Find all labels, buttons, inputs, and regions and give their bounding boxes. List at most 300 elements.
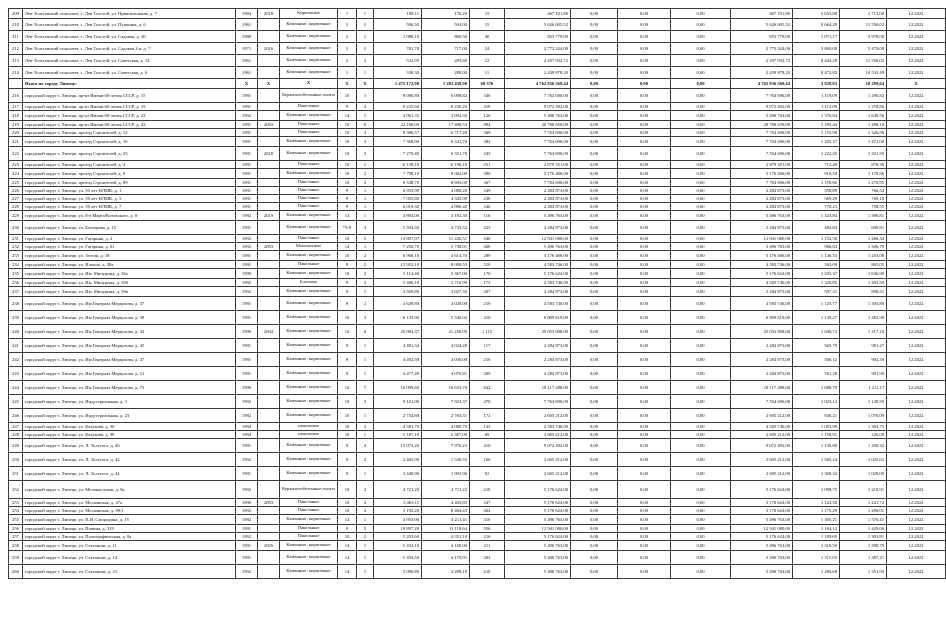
year-renovated-cell: [258, 195, 280, 203]
year-renovated-cell: [258, 339, 280, 353]
address-cell: городской округ г. Липецк, проезд Строителей, д. 16: [23, 137, 236, 147]
wall-material-cell: Панельные: [280, 187, 338, 195]
fund-a-cell: 0,00: [571, 453, 618, 467]
residents-cell: 170: [470, 269, 505, 279]
year-built-cell: 1991: [236, 551, 258, 565]
fund-c-cell: 0,00: [671, 235, 731, 243]
fund-a-cell: 0,00: [571, 19, 618, 31]
year-renovated-cell: 2003: [258, 499, 280, 507]
completion-date-cell: 12.2022: [887, 43, 946, 55]
year-renovated-cell: [258, 565, 280, 579]
total-cost-cell: 7 764 696,00: [505, 129, 571, 137]
entrances-cell: 2: [357, 251, 374, 261]
entrances-cell: 3: [357, 311, 374, 325]
row-number-cell: 260: [9, 565, 23, 579]
residents-cell: 24: [470, 43, 505, 55]
owner-funds-cell: 5 496 763,00: [731, 551, 793, 565]
entrances-cell: 1: [357, 9, 374, 19]
wall-material-cell: Каменные, кирпичные: [280, 287, 338, 297]
address-cell: городской округ г. Липецк, ул. Им.Генерала Меркулова, д. 47: [23, 353, 236, 367]
total-area-cell: 6 133,90: [374, 311, 422, 325]
year-built-cell: 1991: [236, 261, 258, 269]
floors-cell: *5-9: [338, 221, 357, 235]
unit-limit-cell: 1 241,72: [840, 499, 887, 507]
floors-cell: 9: [338, 339, 357, 353]
address-cell: городской округ г. Липецк, ул. П.И. Смородина, д. 15: [23, 515, 236, 525]
unit-cost-cell: 1 368,32: [793, 467, 840, 481]
table-row: [9, 19, 946, 31]
row-number-cell: 251: [9, 467, 23, 481]
total-row: [9, 79, 946, 89]
living-area-cell: 4 298,10: [422, 565, 470, 579]
fund-b-cell: 0,00: [618, 161, 671, 169]
floors-cell: 2: [338, 43, 357, 55]
entrances-cell: 2: [357, 269, 374, 279]
residents-cell: 410: [470, 439, 505, 453]
fund-a-cell: 0,00: [571, 79, 618, 89]
wall-material-cell: Каменные, кирпичные: [280, 515, 338, 525]
table-row: [9, 381, 946, 395]
fund-c-cell: 0,00: [671, 121, 731, 129]
entrances-cell: 5: [357, 235, 374, 243]
total-area-cell: 9 225,60: [374, 103, 422, 111]
table-row: [9, 235, 946, 243]
unit-limit-cell: 1 296,82: [840, 89, 887, 103]
residents-cell: 268: [470, 243, 505, 251]
completion-date-cell: 12.2022: [887, 287, 946, 297]
table-row: [9, 147, 946, 161]
fund-a-cell: 0,00: [571, 137, 618, 147]
year-built-cell: 1980: [236, 31, 258, 43]
total-cost-cell: 5 496 763,00: [505, 551, 571, 565]
residents-cell: 510: [470, 261, 505, 269]
residents-cell: 69: [470, 431, 505, 439]
fund-b-cell: 0,00: [618, 121, 671, 129]
floors-cell: 10: [338, 269, 357, 279]
unit-cost-cell: 9 664,29: [793, 19, 840, 31]
address-cell: Лев-Толстовский сельсовет, с. Лев Толстой, ул. Садовая 2-я, д. 7: [23, 43, 236, 55]
unit-limit-cell: 1 351,93: [840, 565, 887, 579]
row-number-cell: 238: [9, 297, 23, 311]
floors-cell: 14: [338, 111, 357, 121]
residents-cell: 289: [470, 251, 505, 261]
owner-funds-cell: 4 583 746,00: [731, 423, 793, 431]
completion-date-cell: X: [887, 79, 946, 89]
unit-limit-cell: 1 298,32: [840, 439, 887, 453]
residents-cell: 175: [470, 279, 505, 287]
wall-material-cell: Каменные, кирпичные: [280, 409, 338, 423]
fund-a-cell: 0,00: [571, 565, 618, 579]
floors-cell: 14: [338, 243, 357, 251]
year-built-cell: 1991: [236, 187, 258, 195]
address-cell: городской округ г. Липецк, пр-кт Имени 60-летия СССР, д. 23: [23, 111, 236, 121]
total-cost-cell: 467 101,80: [505, 9, 571, 19]
completion-date-cell: 12.2022: [887, 221, 946, 235]
unit-cost-cell: 563,09: [793, 261, 840, 269]
unit-cost-cell: 1 315,05: [793, 551, 840, 565]
total-cost-cell: 5 176 624,00: [505, 533, 571, 541]
owner-funds-cell: 4 762 836 569,44: [731, 79, 793, 89]
unit-limit-cell: 981,47: [840, 339, 887, 353]
residents-cell: 211: [470, 541, 505, 551]
total-area-cell: 4 481,34: [374, 339, 422, 353]
fund-a-cell: 0,00: [571, 409, 618, 423]
row-number-cell: 230: [9, 221, 23, 235]
unit-cost-cell: 3 928,83: [793, 79, 840, 89]
residents-cell: 117: [470, 339, 505, 353]
completion-date-cell: 12.2022: [887, 423, 946, 431]
fund-a-cell: 0,00: [571, 67, 618, 79]
year-renovated-cell: [258, 169, 280, 179]
residents-cell: 251: [470, 161, 505, 169]
address-cell: городской округ г. Липецк, проезд Строителей, д. 8: [23, 169, 236, 179]
owner-funds-cell: 2 605 212,00: [731, 453, 793, 467]
unit-limit-cell: 1 289,10: [840, 121, 887, 129]
year-renovated-cell: [258, 19, 280, 31]
entrances-cell: 2: [357, 279, 374, 287]
owner-funds-cell: 2 284 873,00: [731, 353, 793, 367]
completion-date-cell: 12.2022: [887, 103, 946, 111]
entrances-cell: 8: [357, 325, 374, 339]
wall-material-cell: Каменные, кирпичные: [280, 353, 338, 367]
living-area-cell: 8 062,00: [422, 169, 470, 179]
unit-cost-cell: 712,48: [793, 161, 840, 169]
wall-material-cell: Керамзитобетонные плиты: [280, 89, 338, 103]
fund-c-cell: 0,00: [671, 287, 731, 297]
year-built-cell: 1992: [236, 111, 258, 121]
entrances-cell: 1: [357, 243, 374, 251]
fund-b-cell: 0,00: [618, 137, 671, 147]
row-number-cell: 240: [9, 325, 23, 339]
completion-date-cell: 12.2022: [887, 541, 946, 551]
fund-c-cell: 0,00: [671, 431, 731, 439]
owner-funds-cell: 2 284 873,00: [731, 203, 793, 211]
row-number-cell: 233: [9, 251, 23, 261]
entrances-cell: 2: [357, 507, 374, 515]
entrances-cell: 1: [357, 353, 374, 367]
completion-date-cell: 12.2022: [887, 243, 946, 251]
owner-funds-cell: 9 072 492,00: [731, 439, 793, 453]
total-area-cell: 2 440,90: [374, 467, 422, 481]
table-row: [9, 525, 946, 533]
row-number-cell: 232: [9, 243, 23, 251]
fund-c-cell: 0,00: [671, 453, 731, 467]
year-built-cell: 1991: [236, 195, 258, 203]
address-cell: Лев-Толстовский сельсовет, с. Лев Толстой, ул. Советская, д. 14: [23, 55, 236, 67]
owner-funds-cell: 2 284 873,00: [731, 339, 793, 353]
fund-a-cell: 0,00: [571, 311, 618, 325]
table-row: [9, 541, 946, 551]
row-number-cell: 239: [9, 311, 23, 325]
unit-cost-cell: 1 503,37: [793, 269, 840, 279]
year-built-cell: 1961: [236, 55, 258, 67]
total-area-cell: 5 192,20: [374, 507, 422, 515]
year-renovated-cell: [258, 55, 280, 67]
table-row: [9, 31, 946, 43]
unit-limit-cell: 1 398,79: [840, 541, 887, 551]
fund-c-cell: 0,00: [671, 269, 731, 279]
fund-c-cell: 0,00: [671, 187, 731, 195]
total-cost-cell: 9 072 492,00: [505, 103, 571, 111]
wall-material-cell: Каменные, кирпичные: [280, 439, 338, 453]
owner-funds-cell: 5 496 763,00: [731, 211, 793, 221]
floors-cell: 10: [338, 251, 357, 261]
address-cell: Итого по городу Липецк:: [23, 79, 236, 89]
owner-funds-cell: 2 605 212,00: [731, 467, 793, 481]
owner-funds-cell: 7 764 696,00: [731, 137, 793, 147]
row-number-cell: 210: [9, 19, 23, 31]
row-number-cell: [9, 79, 23, 89]
fund-a-cell: 0,00: [571, 481, 618, 499]
fund-b-cell: 0,00: [618, 481, 671, 499]
fund-c-cell: 0,00: [671, 19, 731, 31]
living-area-cell: 4 028,00: [422, 297, 470, 311]
living-area-cell: 8 693,00: [422, 179, 470, 187]
owner-funds-cell: 5 496 763,00: [731, 515, 793, 525]
wall-material-cell: Каменные, кирпичные: [280, 169, 338, 179]
fund-b-cell: 0,00: [618, 89, 671, 103]
living-area-cell: 4 080,70: [422, 423, 470, 431]
unit-limit-cell: 1 211,17: [840, 381, 887, 395]
fund-a-cell: 0,00: [571, 161, 618, 169]
entrances-cell: 1: [357, 431, 374, 439]
total-area-cell: 5 486,10: [374, 279, 422, 287]
address-cell: городской округ г. Липецк, ул. Им. Мичурина, д. 39в: [23, 287, 236, 297]
wall-material-cell: Панельные: [280, 129, 338, 137]
row-number-cell: 245: [9, 395, 23, 409]
row-number-cell: 236: [9, 279, 23, 287]
residents-cell: 390: [470, 169, 505, 179]
row-number-cell: 214: [9, 67, 23, 79]
living-area-cell: 4 711,22: [422, 481, 470, 499]
unit-cost-cell: 1 136,80: [793, 439, 840, 453]
living-area-cell: 3 367,00: [422, 269, 470, 279]
unit-limit-cell: 1 219,91: [840, 481, 887, 499]
completion-date-cell: 12.2022: [887, 235, 946, 243]
floors-cell: 10: [338, 533, 357, 541]
fund-a-cell: 0,00: [571, 187, 618, 195]
unit-limit-cell: 1 217,18: [840, 325, 887, 339]
fund-a-cell: 0,00: [571, 261, 618, 269]
completion-date-cell: 12.2022: [887, 9, 946, 19]
fund-a-cell: 0,00: [571, 353, 618, 367]
living-area-cell: 4 192,30: [422, 211, 470, 221]
fund-c-cell: 0,00: [671, 551, 731, 565]
floors-cell: 9: [338, 103, 357, 111]
floors-cell: 14: [338, 565, 357, 579]
unit-cost-cell: 569,29: [793, 195, 840, 203]
unit-cost-cell: 8 472,83: [793, 67, 840, 79]
address-cell: городской округ г. Липецк, ул. Им.Генерала Меркулова, д. 38: [23, 311, 236, 325]
unit-limit-cell: 1 298,01: [840, 507, 887, 515]
residents-cell: 384: [470, 137, 505, 147]
total-cost-cell: 5 176 624,00: [505, 481, 571, 499]
year-renovated-cell: [258, 251, 280, 261]
fund-b-cell: 0,00: [618, 129, 671, 137]
wall-material-cell: Каменные, кирпичные: [280, 251, 338, 261]
residents-cell: 340: [470, 235, 505, 243]
row-number-cell: 248: [9, 431, 23, 439]
fund-b-cell: 0,00: [618, 169, 671, 179]
floors-cell: 2: [338, 31, 357, 43]
owner-funds-cell: 7 764 696,00: [731, 179, 793, 187]
fund-b-cell: 0,00: [618, 179, 671, 187]
row-number-cell: 246: [9, 409, 23, 423]
row-number-cell: 223: [9, 161, 23, 169]
unit-limit-cell: 1 305,80: [840, 297, 887, 311]
table-row: [9, 423, 946, 431]
entrances-cell: 1: [357, 31, 374, 43]
fund-c-cell: 0,00: [671, 251, 731, 261]
wall-material-cell: Каменные, кирпичные: [280, 381, 338, 395]
address-cell: городской округ г. Липецк, ул. Им.Генерала Меркулова, д. 73: [23, 381, 236, 395]
year-renovated-cell: [258, 67, 280, 79]
fund-c-cell: 0,00: [671, 279, 731, 287]
wall-material-cell: Каменные, кирпичные: [280, 111, 338, 121]
entrances-cell: 2: [357, 423, 374, 431]
entrances-cell: 3: [357, 129, 374, 137]
living-area-cell: 8 464,43: [422, 507, 470, 515]
fund-c-cell: 0,00: [671, 221, 731, 235]
total-area-cell: 22 180,00: [374, 121, 422, 129]
owner-funds-cell: 5 176 624,00: [731, 269, 793, 279]
unit-limit-cell: 11 556,02: [840, 55, 887, 67]
total-cost-cell: 7 764 696,00: [505, 137, 571, 147]
fund-b-cell: 0,00: [618, 439, 671, 453]
residents-cell: 345: [470, 147, 505, 161]
unit-cost-cell: 597,31: [793, 287, 840, 297]
wall-material-cell: Каменные, кирпичные: [280, 269, 338, 279]
total-area-cell: 5 090,80: [374, 565, 422, 579]
wall-material-cell: Каменные, кирпичные: [280, 67, 338, 79]
address-cell: городской округ г. Липецк, ул. Катукова, д. 56: [23, 423, 236, 431]
total-cost-cell: 5 496 763,00: [505, 565, 571, 579]
unit-cost-cell: 1 155,98: [793, 129, 840, 137]
wall-material-cell: Каменные, кирпичные: [280, 367, 338, 381]
total-cost-cell: 7 764 696,00: [505, 89, 571, 103]
fund-b-cell: 0,00: [618, 251, 671, 261]
total-cost-cell: 12 941 080,00: [505, 235, 571, 243]
wall-material-cell: Панельные: [280, 525, 338, 533]
residents-cell: 106: [470, 453, 505, 467]
living-area-cell: 4 980,40: [422, 203, 470, 211]
wall-material-cell: Монолитные: [280, 243, 338, 251]
wall-material-cell: Панельные: [280, 507, 338, 515]
living-area-cell: 4 070,81: [422, 367, 470, 381]
living-area-cell: 288,00: [422, 67, 470, 79]
fund-b-cell: 0,00: [618, 195, 671, 203]
total-cost-cell: 2 284 873,00: [505, 221, 571, 235]
total-cost-cell: 7 764 696,00: [505, 395, 571, 409]
year-renovated-cell: [258, 279, 280, 287]
floors-cell: 9: [338, 525, 357, 533]
total-area-cell: 198,11: [374, 9, 422, 19]
table-row: [9, 251, 946, 261]
fund-b-cell: 0,00: [618, 211, 671, 221]
residents-cell: 369: [470, 129, 505, 137]
year-renovated-cell: 2003: [258, 243, 280, 251]
year-renovated-cell: 2005: [258, 541, 280, 551]
unit-cost-cell: 1 376,84: [793, 111, 840, 121]
fund-b-cell: 0,00: [618, 235, 671, 243]
year-built-cell: 1992: [236, 211, 258, 221]
completion-date-cell: 12.2022: [887, 481, 946, 499]
table-row: [9, 169, 946, 179]
floors-cell: 9: [338, 467, 357, 481]
address-cell: городской округ г. Липецк, пр-кт Имени 60-летия СССР, д. 43: [23, 121, 236, 129]
floors-cell: 1: [338, 9, 357, 19]
unit-cost-cell: 565,79: [793, 339, 840, 353]
total-cost-cell: 5 176 406,00: [505, 169, 571, 179]
total-area-cell: 25 984,37: [374, 325, 422, 339]
wall-material-cell: Панельные: [280, 235, 338, 243]
fund-c-cell: 0,00: [671, 515, 731, 525]
fund-c-cell: 0,00: [671, 147, 731, 161]
year-built-cell: 1984: [236, 9, 258, 19]
completion-date-cell: 12.2022: [887, 507, 946, 515]
completion-date-cell: 12.2022: [887, 297, 946, 311]
total-cost-cell: 2 284 873,00: [505, 287, 571, 297]
fund-a-cell: 0,00: [571, 111, 618, 121]
unit-cost-cell: 1 305,21: [793, 515, 840, 525]
residents-cell: 218: [470, 565, 505, 579]
completion-date-cell: 12.2022: [887, 525, 946, 533]
wall-material-cell: Панельные: [280, 499, 338, 507]
entrances-cell: 2: [357, 297, 374, 311]
total-area-cell: 3 569,80: [374, 287, 422, 297]
entrances-cell: 1: [357, 551, 374, 565]
entrances-cell: 2: [357, 43, 374, 55]
address-cell: городской округ г. Липецк, ул. Бехтерева, д. 15: [23, 221, 236, 235]
unit-cost-cell: 1 185,44: [793, 121, 840, 129]
year-renovated-cell: [258, 551, 280, 565]
entrances-cell: 3: [357, 137, 374, 147]
unit-limit-cell: 1 149,59: [840, 395, 887, 409]
entrances-cell: 2: [357, 19, 374, 31]
fund-b-cell: 0,00: [618, 367, 671, 381]
owner-funds-cell: 12 941 080,00: [731, 235, 793, 243]
total-cost-cell: 25 053 908,00: [505, 325, 571, 339]
owner-funds-cell: 5 176 624,00: [731, 499, 793, 507]
year-built-cell: 1961: [236, 19, 258, 31]
address-cell: городской округ г. Липецк, проезд Строителей, д. 12: [23, 129, 236, 137]
year-built-cell: 1991: [236, 367, 258, 381]
year-renovated-cell: [258, 287, 280, 297]
year-built-cell: 1992: [236, 507, 258, 515]
entrances-cell: 3: [357, 89, 374, 103]
owner-funds-cell: 467 101,80: [731, 9, 793, 19]
floors-cell: 9: [338, 297, 357, 311]
completion-date-cell: 12.2022: [887, 431, 946, 439]
entrances-cell: 1: [357, 67, 374, 79]
total-area-cell: 4 953,90: [374, 515, 422, 525]
entrances-cell: 1: [357, 409, 374, 423]
address-cell: городской округ г. Липецк, ул. Московская, д. 99/1: [23, 507, 236, 515]
year-renovated-cell: [258, 507, 280, 515]
year-renovated-cell: [258, 353, 280, 367]
year-renovated-cell: [258, 409, 280, 423]
total-cost-cell: 2 879 351,00: [505, 161, 571, 169]
row-number-cell: 226: [9, 187, 23, 195]
unit-cost-cell: 1 280,68: [793, 565, 840, 579]
fund-c-cell: 0,00: [671, 111, 731, 121]
total-cost-cell: 5 496 763,00: [505, 211, 571, 221]
living-area-cell: 2 716,90: [422, 279, 470, 287]
residents-cell: 367: [470, 179, 505, 187]
unit-limit-cell: 865,05: [840, 261, 887, 269]
table-row: [9, 43, 946, 55]
wall-material-cell: Панельные: [280, 533, 338, 541]
